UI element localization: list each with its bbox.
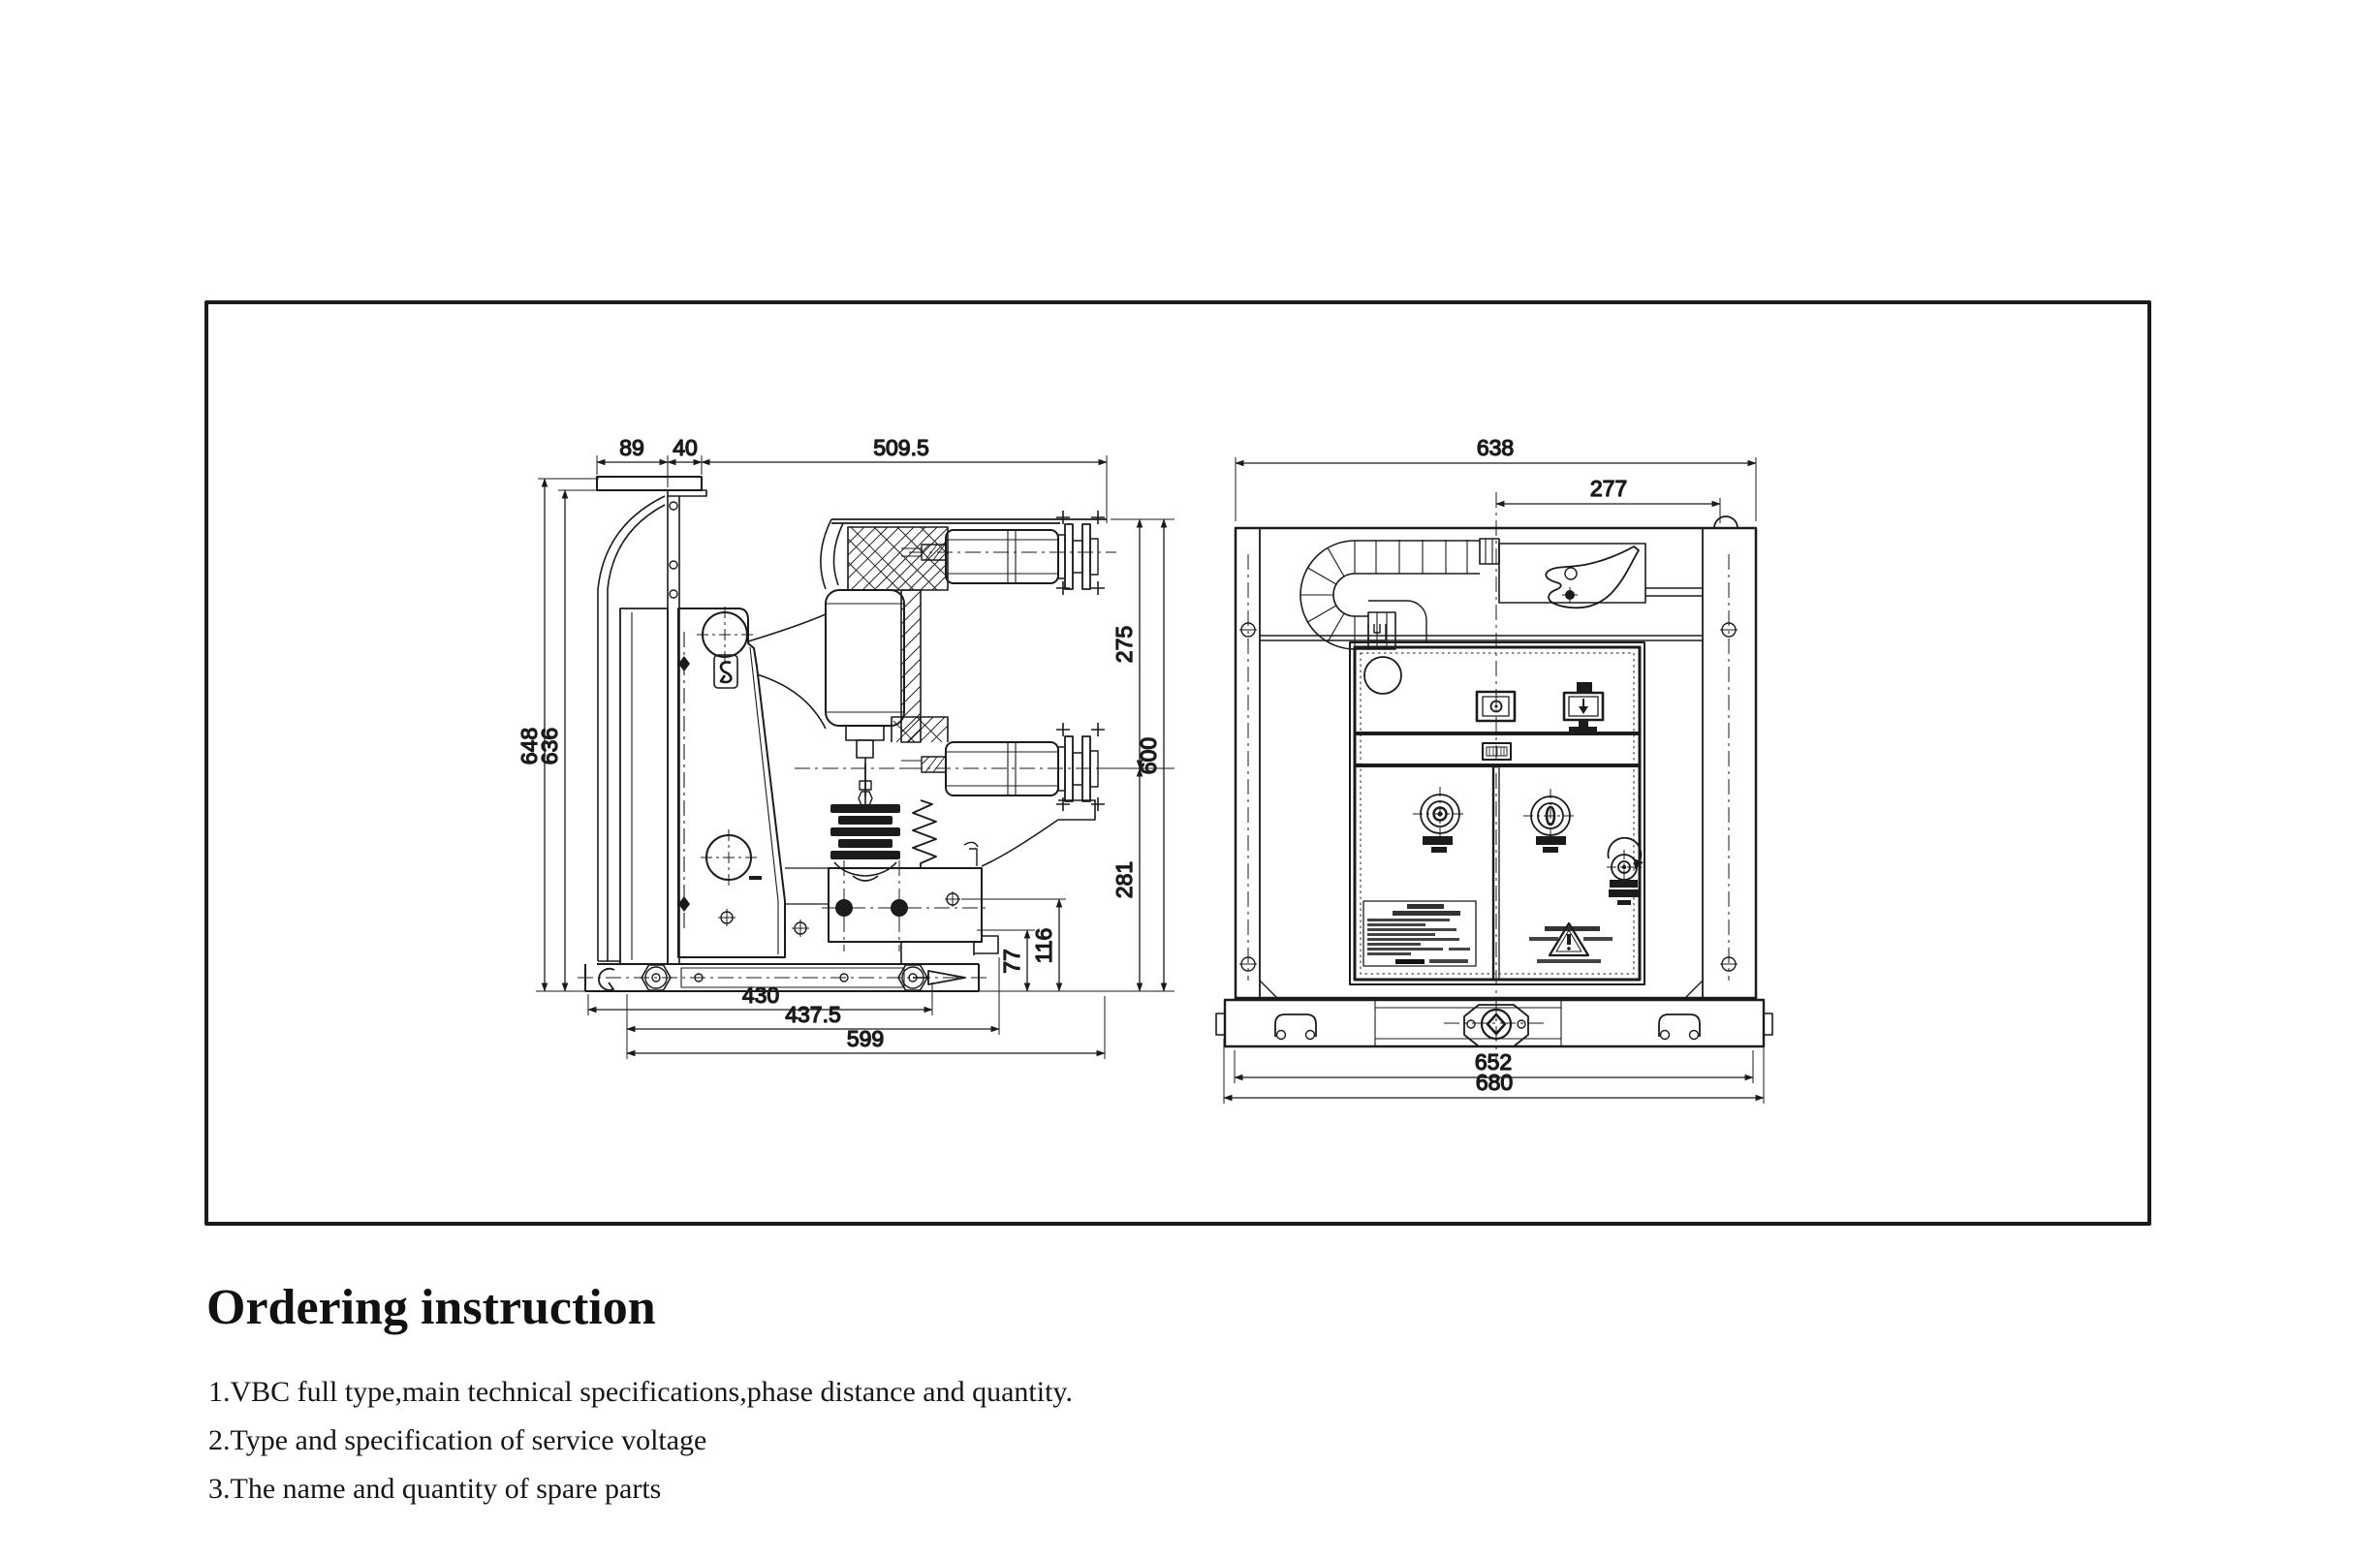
- knob-label: [1536, 836, 1566, 845]
- instruction-line-2: 2.Type and specification of service voltage: [208, 1424, 707, 1456]
- instruction-line-1: 1.VBC full type,main technical specifications,phase distance and quantity.: [208, 1376, 1073, 1408]
- side-view: [517, 435, 1174, 1059]
- knob-label: [1617, 900, 1631, 905]
- frame-column: [597, 477, 706, 964]
- latch-hook: [1499, 544, 1703, 608]
- porthole-icon: [1364, 657, 1401, 694]
- instruction-line-3: 3.The name and quantity of spare parts: [208, 1473, 662, 1505]
- dim-430: 430: [741, 982, 780, 1008]
- hook-lever-icon: [1546, 546, 1639, 608]
- knob-label: [1609, 889, 1640, 897]
- towing-hook-icon: [599, 969, 614, 990]
- dim-509-5: 509.5: [873, 435, 929, 460]
- closing-knob[interactable]: [1413, 787, 1467, 853]
- side-view-dimensions: [517, 435, 1174, 1059]
- front-base-rail: [1216, 1000, 1772, 1046]
- knob-label: [1431, 847, 1447, 853]
- dim-652: 652: [1474, 1049, 1513, 1075]
- dim-89: 89: [619, 435, 644, 460]
- drawing-border: [206, 302, 2149, 1224]
- knob-label: [1543, 847, 1558, 853]
- charging-knob[interactable]: [1607, 838, 1644, 905]
- cable-chain: [1300, 539, 1499, 649]
- spring-icon: [913, 800, 936, 867]
- dim-648: 648: [517, 727, 542, 765]
- knob-label: [1423, 836, 1453, 845]
- push-button-icon[interactable]: [1477, 692, 1515, 721]
- lifting-dome-icon: [1714, 516, 1738, 528]
- dim-40: 40: [673, 435, 698, 460]
- vacuum-interrupter: [826, 590, 904, 726]
- lower-bushing: [795, 723, 1116, 811]
- dim-77: 77: [999, 949, 1024, 974]
- control-panel: [1350, 642, 1644, 984]
- dim-281: 281: [1112, 860, 1137, 899]
- dim-680: 680: [1475, 1070, 1514, 1095]
- opening-knob[interactable]: [1523, 789, 1578, 853]
- handle-icon[interactable]: [1275, 1014, 1316, 1040]
- knob-label: [1610, 880, 1638, 888]
- mechanism-plate: [678, 607, 829, 957]
- dim-437-5: 437.5: [785, 1002, 841, 1027]
- warning-triangle-icon: [1529, 923, 1613, 963]
- dim-116: 116: [1031, 927, 1056, 964]
- dim-600: 600: [1136, 736, 1161, 775]
- indicator-monitor-icon: [1564, 682, 1603, 733]
- nameplate: [1363, 901, 1476, 966]
- insulator-and-bracket: [822, 764, 998, 964]
- page-title: Ordering instruction: [206, 1280, 656, 1335]
- front-view: [1216, 435, 1772, 1104]
- dim-638: 638: [1476, 435, 1515, 460]
- dim-599: 599: [846, 1026, 885, 1051]
- ordering-instruction-list: [208, 1372, 1073, 1517]
- handle-icon[interactable]: [1659, 1014, 1700, 1040]
- base-rail: [578, 964, 990, 991]
- dim-636: 636: [537, 727, 562, 765]
- lifting-hook-icon: [714, 655, 737, 688]
- dim-277: 277: [1589, 476, 1628, 501]
- dim-275: 275: [1112, 625, 1137, 664]
